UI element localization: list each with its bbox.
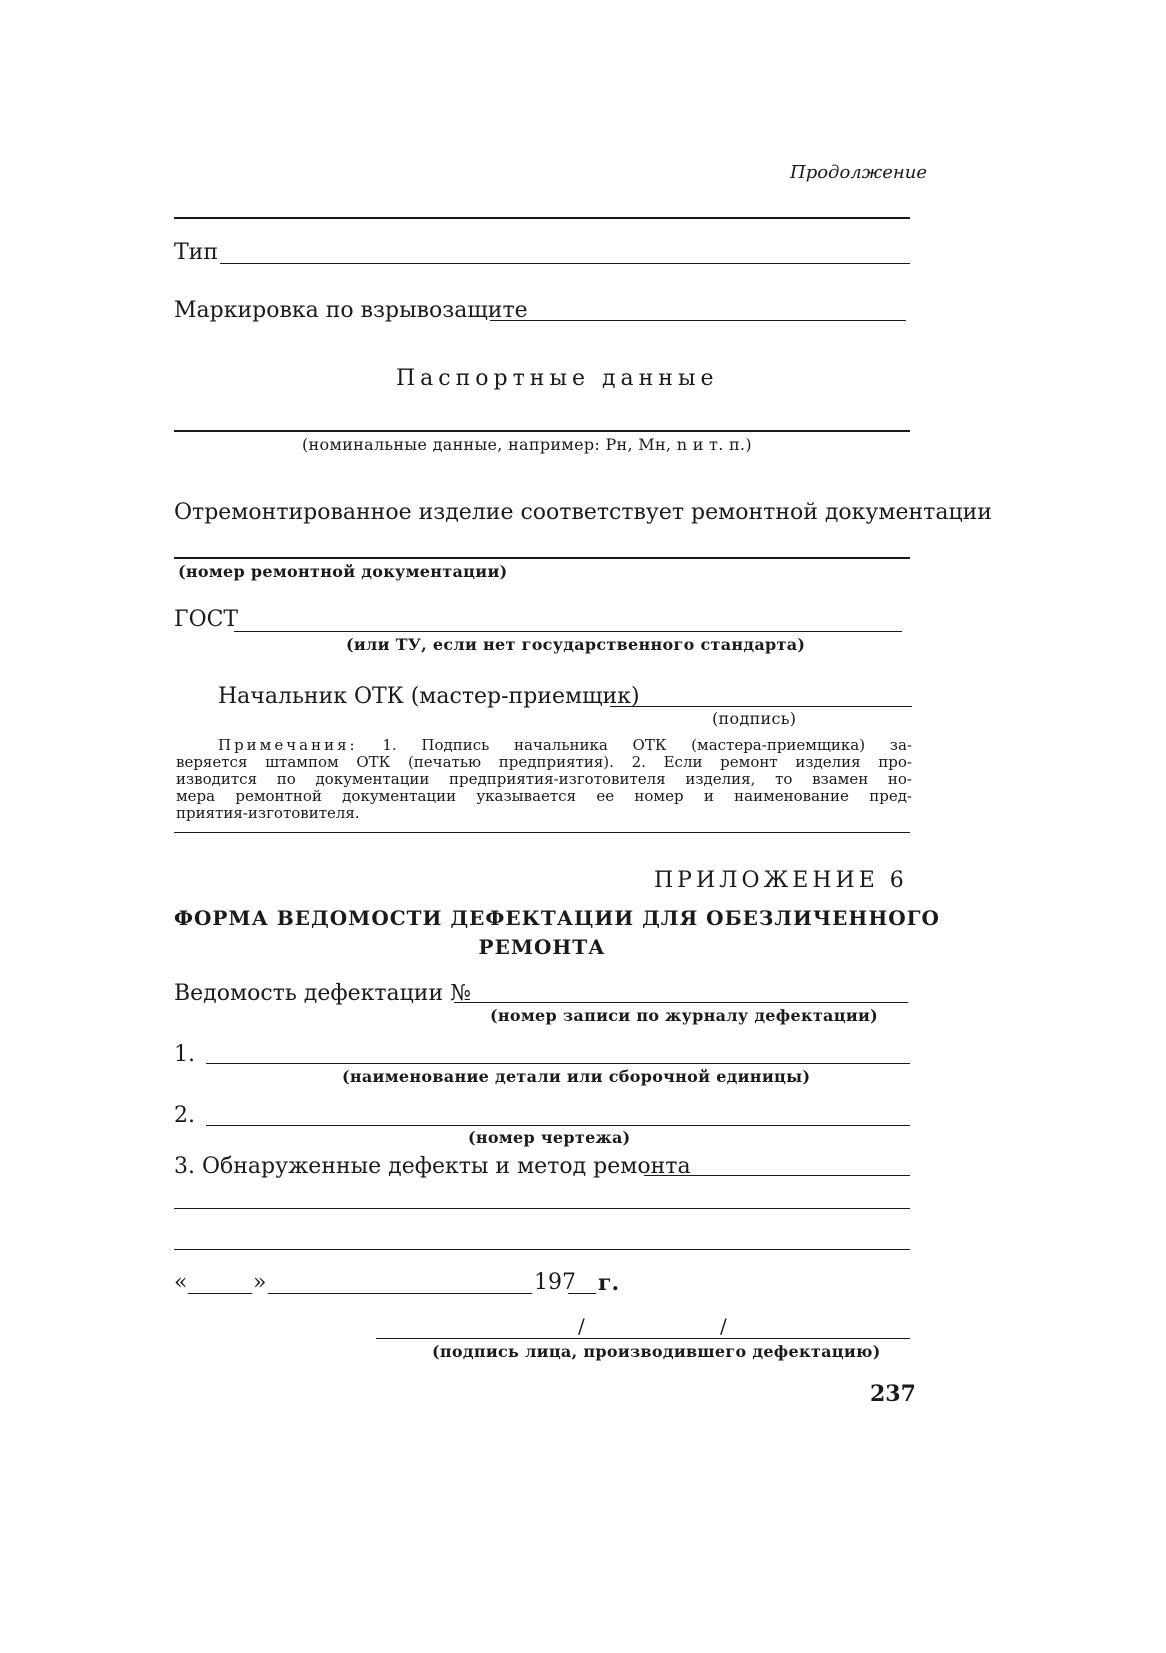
notes-line-2: веряется штампом ОТК (печатью предприятия). 2. Если ремонт изделия про- [176,753,912,771]
notes-text-1: 1. Подпись начальника ОТК (мастера-приемщика) за- [382,736,912,754]
item1-caption: (наименование детали или сборочной единицы) [342,1067,811,1086]
type-label: Тип [174,240,218,265]
item2-number: 2. [174,1103,195,1128]
marking-label: Маркировка по взрывозащите [174,298,528,323]
date-open-quote: « [174,1270,188,1295]
page-number: 237 [870,1381,916,1407]
gost-field-line[interactable] [234,631,902,632]
date-year-prefix: 197 [534,1270,576,1295]
date-close-quote: » [253,1270,267,1295]
defects-line-3[interactable] [174,1249,910,1250]
notes-bottom-rule [174,832,910,833]
defects-line-2[interactable] [174,1208,910,1209]
passport-caption: (номинальные данные, например: Pн, Mн, n и т. п.) [302,435,752,454]
appendix-title-line1: ФОРМА ВЕДОМОСТИ ДЕФЕКТАЦИИ ДЛЯ ОБЕЗЛИЧЕННОГО [174,906,940,930]
date-month-line[interactable] [268,1293,532,1294]
continuation-label: Продолжение [790,162,927,183]
signature-slash-2: / [720,1314,727,1338]
appendix-label: ПРИЛОЖЕНИЕ 6 [654,868,908,893]
item1-field-line[interactable] [206,1063,910,1064]
date-year-suffix: г. [598,1270,620,1296]
notes-line-3: изводится по документации предприятия-изготовителя изделия, то взамен но- [176,770,912,788]
notes-line-5: приятия-изготовителя. [176,804,360,822]
compliance-text: Отремонтированное изделие соответствует ремонтной документации [174,500,992,525]
notes-line-4: мера ремонтной документации указывается ее номер и наименование пред- [176,787,912,805]
passport-field-line[interactable] [174,430,910,432]
person-signature-line[interactable] [376,1338,910,1339]
notes-title: Примечания: [218,736,358,754]
gost-caption: (или ТУ, если нет государственного стандарта) [346,635,806,654]
otk-label: Начальник ОТК (мастер-приемщик) [218,684,640,709]
sheet-caption: (номер записи по журналу дефектации) [490,1006,879,1025]
repair-doc-caption: (номер ремонтной документации) [178,562,508,581]
item3-field-line[interactable] [644,1175,910,1176]
person-signature-caption: (подпись лица, производившего дефектацию) [432,1342,881,1361]
appendix-title-line2: РЕМОНТА [478,935,606,959]
item2-field-line[interactable] [206,1125,910,1126]
signature-slash-1: / [578,1314,585,1338]
sheet-number-line[interactable] [454,1002,908,1003]
otk-signature-line[interactable] [610,706,912,707]
date-year-line[interactable] [568,1293,596,1294]
item2-caption: (номер чертежа) [468,1128,631,1147]
item1-number: 1. [174,1042,195,1067]
marking-field-line[interactable] [490,320,906,321]
repair-doc-field-line[interactable] [174,557,910,559]
notes-line-1 [176,737,912,754]
type-field-line[interactable] [220,263,910,264]
top-rule [174,217,910,219]
notes-block [176,737,912,822]
gost-label: ГОСТ [174,607,239,632]
item3-label: 3. Обнаруженные дефекты и метод ремонта [174,1154,691,1179]
passport-heading: Паспортные данные [396,366,719,391]
sheet-label: Ведомость дефектации № [174,981,471,1006]
date-day-line[interactable] [188,1293,252,1294]
otk-signature-caption: (подпись) [712,709,797,728]
